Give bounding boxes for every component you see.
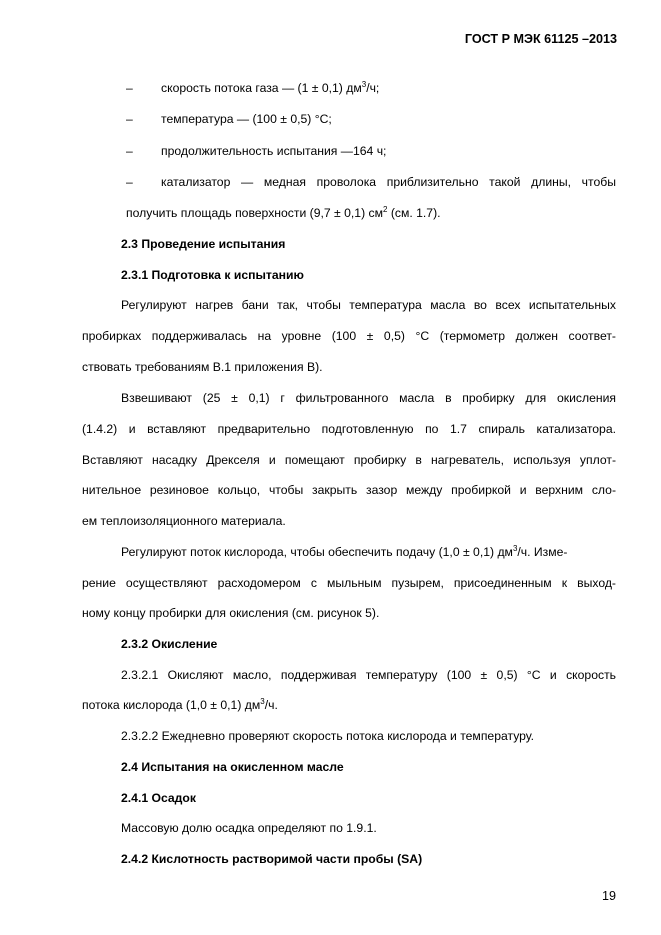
section-heading-2-4-2: 2.4.2 Кислотность растворимой части пробы (SA) [121, 852, 423, 866]
paragraph-line: Регулируют поток кислорода, чтобы обеспечить подачу (1,0 ± 0,1) $дм^3/ч$. Изме- [121, 544, 568, 559]
list-item-catalyst: катализатор — медная проволока приблизительно такой длины, чтобы [161, 175, 616, 189]
section-heading-2-4: 2.4 Испытания на окисленном масле [121, 760, 344, 774]
paragraph-line: ствовать требованиям В.1 приложения В). [82, 360, 323, 374]
list-dash: – [126, 112, 133, 126]
list-item-catalyst-continued: получить площадь поверхности (9,7 ± 0,1) $см^2$ (см. 1.7). [126, 205, 441, 220]
paragraph-line: Массовую долю осадка определяют по 1.9.1. [121, 821, 377, 835]
paragraph-line: Регулируют нагрев бани так, чтобы температура масла во всех испытательных [121, 298, 616, 312]
paragraph-line: потока кислорода (1,0 ± 0,1) $дм^3/ч$. [82, 697, 278, 712]
document-code-header: ГОСТ Р МЭК 61125 –2013 [464, 32, 617, 46]
section-heading-2-4-1: 2.4.1 Осадок [121, 791, 196, 805]
list-item-gas-flow: скорость потока газа — (1 ± 0,1) $дм^3/ч$; [161, 80, 380, 95]
paragraph-line: Взвешивают (25 ± 0,1) г фильтрованного масла в пробирку для окисления [121, 391, 616, 405]
paragraph-line: ем теплоизоляционного материала. [82, 514, 286, 528]
paragraph-line: пробирках поддерживалась на уровне (100 ± 0,5) °С (термометр должен соответ- [82, 329, 616, 343]
section-heading-2-3-1: 2.3.1 Подготовка к испытанию [121, 268, 304, 282]
list-dash: – [126, 144, 133, 158]
list-item-temperature: температура — (100 ± 0,5) °С; [161, 112, 332, 126]
paragraph-line: нительное резиновое кольцо, чтобы закрыть зазор между пробиркой и верхним сло- [82, 483, 616, 497]
paragraph-line: рение осуществляют расходомером с мыльным пузырем, присоединенным к выход- [82, 576, 616, 590]
paragraph-line: 2.3.2.1 Окисляют масло, поддерживая температуру (100 ± 0,5) °С и скорость [121, 668, 616, 682]
paragraph-line: ному концу пробирки для окисления (см. рисунок 5). [82, 606, 380, 620]
paragraph-line: 2.3.2.2 Ежедневно проверяют скорость потока кислорода и температуру. [121, 729, 535, 743]
paragraph-line: (1.4.2) и вставляют предварительно подготовленную по 1.7 спираль катализатора. [82, 422, 616, 436]
section-heading-2-3-2: 2.3.2 Окисление [121, 637, 218, 651]
list-dash: – [126, 81, 133, 95]
list-item-duration: продолжительность испытания —164 ч; [161, 144, 387, 158]
page-number: 19 [601, 889, 616, 903]
list-dash: – [126, 175, 133, 189]
section-heading-2-3: 2.3 Проведение испытания [121, 237, 286, 251]
paragraph-line: Вставляют насадку Дрекселя и помещают пробирку в нагреватель, используя уплот- [82, 453, 616, 467]
